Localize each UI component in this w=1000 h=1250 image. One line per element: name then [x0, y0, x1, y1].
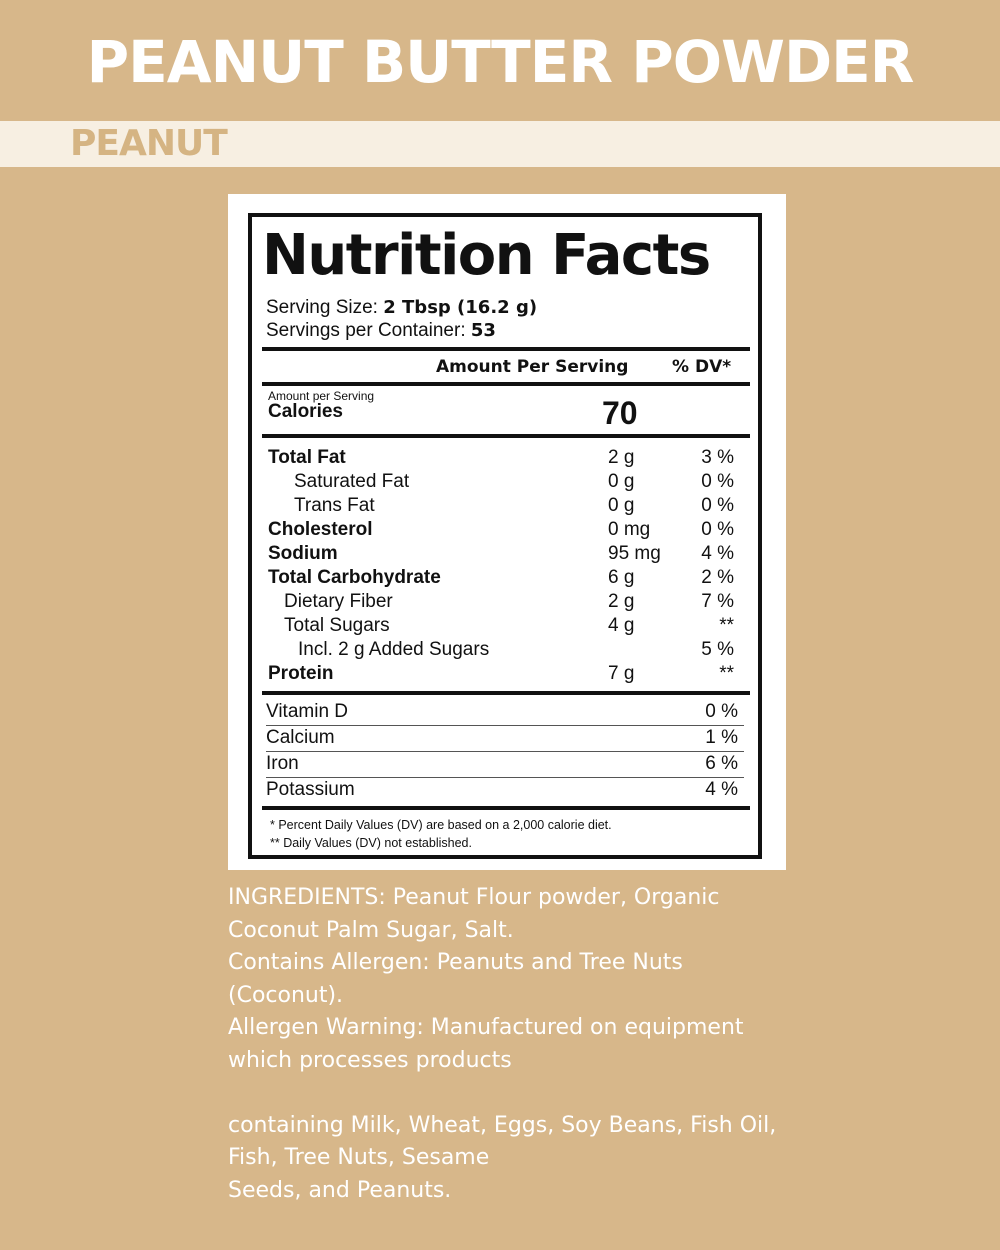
nutrient-name: Cholesterol: [268, 519, 373, 540]
allergen-warning-line: Seeds, and Peanuts.: [228, 1177, 452, 1203]
vitamin-name: Potassium: [266, 779, 355, 800]
ingredients-line: INGREDIENTS: Peanut Flour powder, Organic: [228, 885, 720, 910]
vitamin-row: [252, 727, 758, 751]
nutrient-amount: 6 g: [608, 567, 635, 588]
divider-thin: [266, 725, 744, 726]
allergen-line: Contains Allergen: Peanuts and Tree Nuts: [228, 950, 683, 975]
flavor-band: [0, 121, 1000, 167]
nutrient-dv: 0 %: [701, 471, 734, 492]
serving-size: [266, 297, 537, 319]
nutrient-dv: 2 %: [701, 567, 734, 588]
vitamin-name: Iron: [266, 753, 299, 774]
nutrient-amount: 7 g: [608, 663, 635, 684]
servings-value: 53: [470, 320, 496, 341]
nutrient-dv: 7 %: [701, 591, 734, 612]
servings-per-container: [266, 320, 496, 342]
allergen-line: (Coconut).: [228, 982, 344, 1008]
nutrient-row: [252, 615, 758, 639]
nutrient-name: Saturated Fat: [294, 471, 410, 492]
nutrient-amount: 95 mg: [608, 543, 661, 564]
serving-size-value: 2 Tbsp (16.2 g): [383, 297, 538, 318]
divider-thick: [262, 347, 750, 351]
nutrition-facts-panel: [248, 213, 762, 859]
nutrient-amount: 0 mg: [608, 519, 651, 540]
nutrient-dv: 0 %: [701, 519, 734, 540]
vitamin-row: [252, 779, 758, 803]
nutrient-dv: 0 %: [701, 495, 734, 516]
calories-label: Calories: [268, 401, 343, 422]
allergen-warning-line: Fish, Tree Nuts, Sesame: [228, 1145, 490, 1170]
allergen-warning-line: Allergen Warning: Manufactured on equipment: [228, 1015, 744, 1040]
allergen-warning-line: containing Milk, Wheat, Eggs, Soy Beans, Fish Oil,: [228, 1112, 777, 1138]
nutrient-row: [252, 519, 758, 543]
nutrient-name: Trans Fat: [294, 495, 375, 516]
nutrient-row: [252, 495, 758, 519]
amount-per-serving-header: Amount Per Serving: [436, 357, 629, 377]
nutrient-name: Total Sugars: [284, 615, 390, 636]
divider-thick: [262, 382, 750, 386]
vitamin-row: [252, 753, 758, 777]
nutrition-label-card: [228, 194, 786, 870]
nutrient-row: [252, 591, 758, 615]
nutrient-amount: 4 g: [608, 615, 635, 636]
serving-size-label: Serving Size:: [266, 297, 378, 318]
nutrient-name: Incl. 2 g Added Sugars: [298, 639, 490, 660]
calories-value: 70: [602, 395, 638, 431]
vitamin-dv: 0 %: [705, 701, 738, 722]
footnote-not-established: ** Daily Values (DV) not established.: [270, 836, 472, 850]
nutrient-name: Protein: [268, 663, 334, 684]
divider-thick: [262, 434, 750, 438]
vitamin-name: Vitamin D: [266, 701, 349, 722]
vitamin-row: [252, 701, 758, 725]
flavor-label: PEANUT: [70, 123, 227, 164]
nutrient-amount: 0 g: [608, 471, 635, 492]
nutrition-facts-title: Nutrition Facts: [262, 223, 710, 288]
nutrient-dv: 5 %: [701, 639, 734, 660]
nutrient-amount: 2 g: [608, 447, 635, 468]
dv-header: % DV*: [672, 357, 732, 377]
ingredients-text: [228, 882, 828, 1207]
product-title: PEANUT BUTTER POWDER: [86, 28, 914, 96]
divider-thick: [262, 806, 750, 810]
nutrient-row: [252, 447, 758, 471]
vitamin-dv: 6 %: [705, 753, 738, 774]
nutrient-row: [252, 663, 758, 687]
nutrient-dv: **: [719, 615, 734, 636]
nutrient-name: Sodium: [268, 543, 338, 564]
nutrient-dv: 3 %: [701, 447, 734, 468]
nutrient-name: Total Fat: [268, 447, 346, 468]
nutrient-row: [252, 543, 758, 567]
ingredients-line: Coconut Palm Sugar, Salt.: [228, 917, 514, 943]
divider-thin: [266, 751, 744, 752]
divider-thin: [266, 777, 744, 778]
divider-thick: [262, 691, 750, 695]
vitamin-name: Calcium: [266, 727, 335, 748]
nutrient-dv: **: [719, 663, 734, 684]
amount-per-serving-small: Amount per Serving: [268, 389, 375, 403]
nutrient-row: [252, 471, 758, 495]
footnote-dv: * Percent Daily Values (DV) are based on a 2,000 calorie diet.: [270, 818, 612, 832]
vitamin-dv: 4 %: [705, 779, 738, 800]
nutrient-amount: 0 g: [608, 495, 635, 516]
spacer: [228, 1077, 828, 1110]
servings-label: Servings per Container:: [266, 320, 466, 341]
nutrient-amount: 2 g: [608, 591, 635, 612]
allergen-warning-line: which processes products: [228, 1047, 512, 1073]
nutrient-row: [252, 567, 758, 591]
nutrient-name: Dietary Fiber: [284, 591, 393, 612]
nutrient-name: Total Carbohydrate: [268, 567, 441, 588]
nutrient-dv: 4 %: [701, 543, 734, 564]
nutrient-row: [252, 639, 758, 663]
vitamin-dv: 1 %: [705, 727, 738, 748]
